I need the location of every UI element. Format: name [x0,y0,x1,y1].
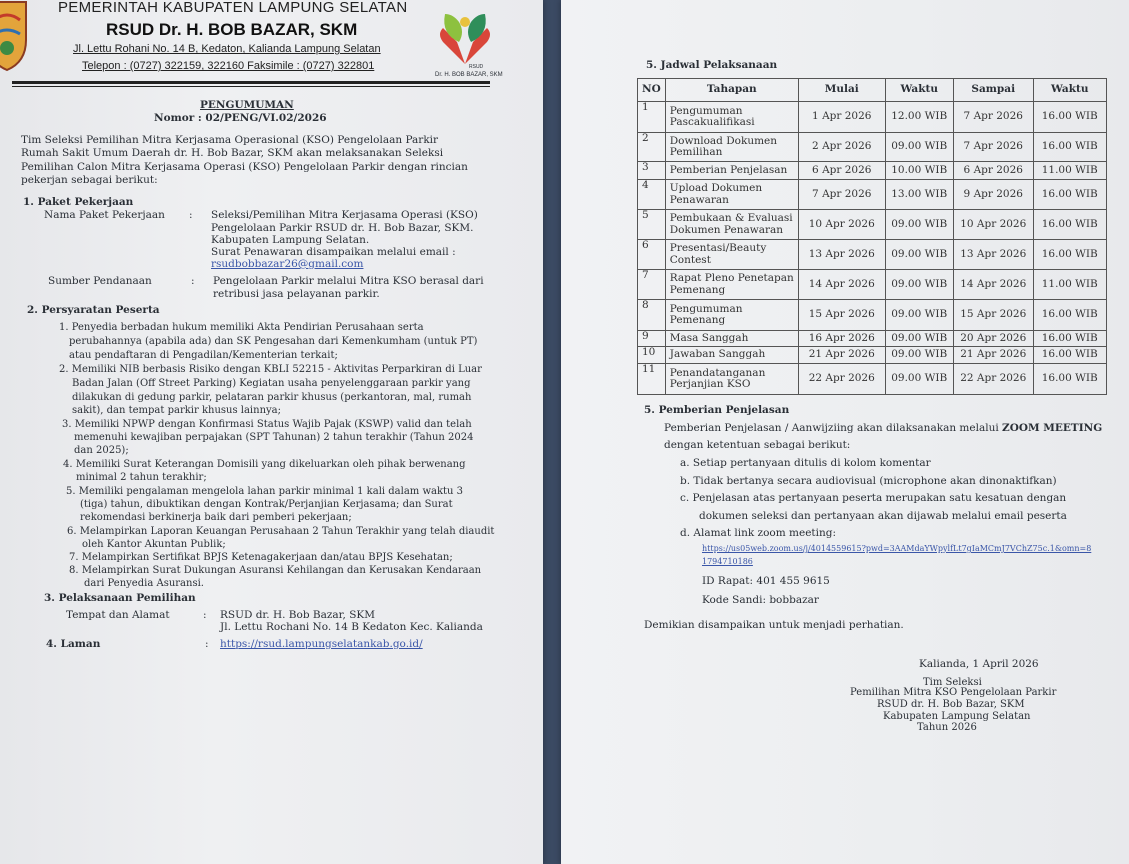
requirement-line: 2. Memiliki NIB berbasis Risiko dengan KBLI 52215 - Aktivitas Perparkiran di Luar [59,364,482,375]
end-time: 16.00 WIB [1033,240,1106,270]
stage-line: Upload Dokumen [669,182,763,194]
end-date: 9 Apr 2026 [953,180,1033,210]
schedule-table [637,78,1107,395]
signature-line: RSUD dr. H. Bob Bazar, SKM [877,699,1025,710]
stage-line: Download Dokumen [669,134,778,147]
start-time: 09.00 WIB [885,270,953,300]
stage-cell [665,102,798,133]
table-row [638,162,1107,180]
explanation-intro: dengan ketentuan sebagai berikut: [664,439,851,451]
colon: : [191,275,195,287]
stage-line: Penawaran [669,193,729,206]
start-time: 09.00 WIB [885,133,953,162]
table-header-row [638,79,1107,102]
requirement-line: 1. Penyedia berbadan hukum memiliki Akta Pendirian Perusahaan serta [59,322,424,333]
requirement-line: 6. Melampirkan Laporan Keuangan Perusahaan 2 Tahun Terakhir yang telah diaudit [67,526,495,537]
requirement-line: 5. Memiliki pengalaman mengelola lahan parkir minimal 1 kali dalam waktu 3 [66,486,464,497]
zoom-meeting-label: ZOOM MEETING [1002,422,1103,434]
colon: : [205,638,209,650]
intro-line: Rumah Sakit Umum Daerah dr. H. Bob Bazar, SKM akan melaksanakan Seleksi [21,147,444,159]
intro-line: pekerjan sebagai berikut: [21,174,158,186]
row-number: 1 [638,102,666,133]
start-date: 2 Apr 2026 [798,133,885,162]
signature-line: Pemilihan Mitra KSO Pengelolaan Parkir [850,687,1057,698]
end-time: 16.00 WIB [1033,331,1106,347]
zoom-link[interactable]: https://us05web.zoom.us/j/4014559615?pwd=3AAMdaYWpylfLt7gIaMCmJ7VChZ75c.1&omn=8 [702,544,1092,553]
requirement-line: sakit), dan tempat parkir khusus lainnya; [72,405,281,416]
announcement-number: Nomor : 02/PENG/VI.02/2026 [154,112,327,124]
start-time: 09.00 WIB [885,364,953,395]
start-date: 21 Apr 2026 [798,347,885,364]
start-time: 12.00 WIB [885,102,953,133]
requirement-line: 8. Melampirkan Surat Dukungan Asuransi Kehilangan dan Kerusakan Kendaraan [69,565,482,576]
announcement-title: PENGUMUMAN [200,99,294,111]
signature-line: Kabupaten Lampung Selatan [883,711,1031,722]
stage-line: Jawaban Sanggah [669,348,766,361]
explanation-item: dokumen seleksi dan pertanyaan akan dijawab melalui email peserta [699,510,1067,522]
end-time: 16.00 WIB [1033,180,1106,210]
hospital-logo-icon [437,8,493,68]
meeting-passcode: Kode Sandi: bobbazar [702,594,819,606]
end-date: 10 Apr 2026 [953,210,1033,240]
signature-place-date: Kalianda, 1 April 2026 [919,658,1039,670]
stage-line: Contest [669,253,711,266]
package-name-line: Pengelolaan Parkir RSUD dr. H. Bob Bazar, SKM. [211,222,474,234]
email-instruction: Surat Penawaran disampaikan melalui email : [211,246,456,258]
hospital-address: Jl. Lettu Rohani No. 14 B, Kedaton, Kalianda Lampung Selatan [73,43,381,55]
end-time: 16.00 WIB [1033,347,1106,364]
hospital-phone: Telepon : (0727) 322159, 322160 Faksimile : (0727) 322801 [82,60,375,72]
package-name-line: Kabupaten Lampung Selatan. [211,234,370,246]
requirement-line: dari Penyedia Asuransi. [84,578,204,589]
schedule-body [638,102,1107,395]
start-date: 14 Apr 2026 [798,270,885,300]
explanation-intro-text: Pemberian Penjelasan / Aanwijziing akan dilaksanakan melalui [664,422,999,434]
explanation-item: c. Penjelasan atas pertanyaan peserta merupakan satu kesatuan dengan [680,492,1067,504]
venue-line: RSUD dr. H. Bob Bazar, SKM [220,609,375,621]
regency-emblem-icon [0,0,32,72]
end-date: 22 Apr 2026 [953,364,1033,395]
end-date: 21 Apr 2026 [953,347,1033,364]
column-header: Waktu [1033,79,1106,102]
letterhead-rule-thick [12,81,490,84]
signature-line: Tahun 2026 [917,722,977,733]
requirement-line: oleh Kantor Akuntan Publik; [82,539,226,550]
row-number: 8 [638,300,666,331]
end-date: 15 Apr 2026 [953,300,1033,331]
logo-caption-top: RSUD [469,64,484,70]
stage-line: Rapat Pleno Penetapan [669,272,794,284]
stage-line: Pascakualifikasi [669,116,755,128]
start-date: 7 Apr 2026 [798,180,885,210]
explanation-item: d. Alamat link zoom meeting: [680,527,837,539]
requirement-line: dan 2025); [74,445,129,456]
requirement-line: memenuhi kewajiban perpajakan (SPT Tahunan) 2 tahun terakhir (Tahun 2024 [74,432,474,443]
row-number: 7 [638,270,666,300]
table-row [638,180,1107,210]
table-row [638,270,1107,300]
row-number: 2 [638,133,666,162]
stage-cell [665,270,798,300]
stage-line: Perjanjian KSO [669,378,751,390]
column-header: Waktu [885,79,953,102]
table-row [638,331,1107,347]
stage-line: Pengumuman [669,302,743,315]
intro-line: Tim Seleksi Pemilihan Mitra Kerjasama Operasional (KSO) Pengelolaan Parkir [21,134,439,146]
start-date: 16 Apr 2026 [798,331,885,347]
requirement-line: Badan Jalan (Off Street Parking) Kegiatan usaha penyelenggaraan parkir yang [72,378,471,389]
column-header: NO [638,79,666,102]
end-time: 11.00 WIB [1033,270,1106,300]
start-date: 15 Apr 2026 [798,300,885,331]
start-time: 09.00 WIB [885,331,953,347]
stage-cell [665,162,798,180]
end-time: 16.00 WIB [1033,300,1106,331]
funding-line: Pengelolaan Parkir melalui Mitra KSO berasal dari [213,275,484,287]
start-time: 10.00 WIB [885,162,953,180]
stage-cell [665,347,798,364]
explanation-item: a. Setiap pertanyaan ditulis di kolom komentar [680,457,931,469]
stage-line: Pengumuman [669,104,743,117]
zoom-link-cont[interactable]: 1794710186 [702,557,753,566]
end-time: 16.00 WIB [1033,102,1106,133]
start-time: 09.00 WIB [885,240,953,270]
stage-cell [665,240,798,270]
stage-line: Dokumen Penawaran [669,223,784,236]
start-date: 13 Apr 2026 [798,240,885,270]
hospital-name: RSUD Dr. H. BOB BAZAR, SKM [106,20,358,39]
stage-line: Pemilihan [669,146,723,158]
package-name-label: Nama Paket Pekerjaan [44,209,165,221]
table-row [638,210,1107,240]
stage-line: Pemenang [669,314,726,326]
start-time: 09.00 WIB [885,347,953,364]
table-row [638,347,1107,364]
intro-line: Pemilihan Calon Mitra Kerjasama Operasi (KSO) Pengelolaan Parkir dengan rincian [21,161,468,173]
explanation-intro [664,422,1102,434]
stage-cell [665,300,798,331]
stage-cell [665,364,798,395]
start-date: 22 Apr 2026 [798,364,885,395]
government-name: PEMERINTAH KABUPATEN LAMPUNG SELATAN [58,0,408,16]
start-time: 09.00 WIB [885,210,953,240]
column-header: Mulai [798,79,885,102]
end-date: 20 Apr 2026 [953,331,1033,347]
stage-cell [665,331,798,347]
start-date: 1 Apr 2026 [798,102,885,133]
requirement-line: minimal 2 tahun terakhir; [76,472,207,483]
start-date: 10 Apr 2026 [798,210,885,240]
website-link[interactable]: https://rsud.lampungselatankab.go.id/ [220,638,423,650]
colon: : [189,209,193,221]
stage-cell [665,133,798,162]
end-time: 11.00 WIB [1033,162,1106,180]
row-number: 10 [638,347,666,364]
meeting-id: ID Rapat: 401 455 9615 [702,575,830,587]
requirement-line: 4. Memiliki Surat Keterangan Domisili yang dikeluarkan oleh pihak berwenang [63,459,466,470]
start-time: 09.00 WIB [885,300,953,331]
row-number: 3 [638,162,666,180]
end-time: 16.00 WIB [1033,210,1106,240]
start-date: 6 Apr 2026 [798,162,885,180]
requirement-line: rekomendasi berkinerja baik dari pemberi pekerjaan; [80,512,352,523]
stage-line: Pembukaan & Evaluasi [669,212,793,224]
section-package-heading: 1. Paket Pekerjaan [23,196,134,208]
stage-cell [665,180,798,210]
stage-line: Masa Sanggah [669,331,749,344]
stage-line: Presentasi/Beauty [669,242,767,254]
requirement-line: perubahannya (apabila ada) dan SK Pengesahan dari Kemenkumham (untuk PT) [69,336,478,347]
table-row [638,133,1107,162]
stage-line: Pemenang [669,283,726,296]
requirement-line: atau pendaftaran di Pengadilan/Kementerian terkait; [69,350,338,361]
row-number: 11 [638,364,666,395]
table-row [638,102,1107,133]
requirement-line: (tiga) tahun, dibuktikan dengan Kontrak/Perjanjian Kerjasama; dan Surat [80,499,453,510]
table-row [638,300,1107,331]
end-date: 6 Apr 2026 [953,162,1033,180]
funding-line: retribusi jasa pelayanan parkir. [213,288,380,300]
section-venue-heading: 3. Pelaksanaan Pemilihan [44,592,196,604]
requirement-line: dilakukan di gedung parkir, pelataran parkir khusus (perkantoran, mal, rumah [72,392,472,403]
logo-caption: Dr. H. BOB BAZAR, SKM [435,72,503,78]
stage-cell [665,210,798,240]
colon: : [203,609,207,621]
stage-line: Pemberian Penjelasan [669,163,788,176]
closing-statement: Demikian disampaikan untuk menjadi perhatian. [644,619,904,631]
column-header: Tahapan [665,79,798,102]
row-number: 5 [638,210,666,240]
table-row [638,240,1107,270]
requirement-line: 7. Melampirkan Sertifikat BPJS Ketenagakerjaan dan/atau BPJS Kesehatan; [69,552,453,563]
table-row [638,364,1107,395]
venue-line: Jl. Lettu Rochani No. 14 B Kedaton Kec. Kalianda [220,621,483,633]
end-date: 7 Apr 2026 [953,102,1033,133]
row-number: 9 [638,331,666,347]
end-date: 7 Apr 2026 [953,133,1033,162]
venue-label: Tempat dan Alamat [66,609,170,621]
package-name-line: Seleksi/Pemilihan Mitra Kerjasama Operasi (KSO) [211,209,478,221]
start-time: 13.00 WIB [885,180,953,210]
funding-label: Sumber Pendanaan [48,275,152,287]
row-number: 4 [638,180,666,210]
end-time: 16.00 WIB [1033,364,1106,395]
letterhead-rule-thin [12,86,490,87]
requirement-line: 3. Memiliki NPWP dengan Konfirmasi Status Wajib Pajak (KSWP) valid dan telah [62,419,472,430]
end-date: 14 Apr 2026 [953,270,1033,300]
end-time: 16.00 WIB [1033,133,1106,162]
signature-line: Tim Seleksi [923,677,982,688]
end-date: 13 Apr 2026 [953,240,1033,270]
section-requirements-heading: 2. Persyaratan Peserta [27,304,160,316]
stage-line: Penandatanganan [669,366,766,379]
column-header: Sampai [953,79,1033,102]
announcement-page-right [561,0,1129,864]
announcement-page-left [0,0,543,864]
section-explanation-heading: 5. Pemberian Penjelasan [644,404,790,416]
contact-email-link[interactable]: rsudbobbazar26@gmail.com [211,258,364,270]
section-website-heading: 4. Laman [46,638,101,650]
section-schedule-heading: 5. Jadwal Pelaksanaan [646,59,778,71]
explanation-item: b. Tidak bertanya secara audiovisual (microphone akan dinonaktifkan) [680,475,1057,487]
row-number: 6 [638,240,666,270]
